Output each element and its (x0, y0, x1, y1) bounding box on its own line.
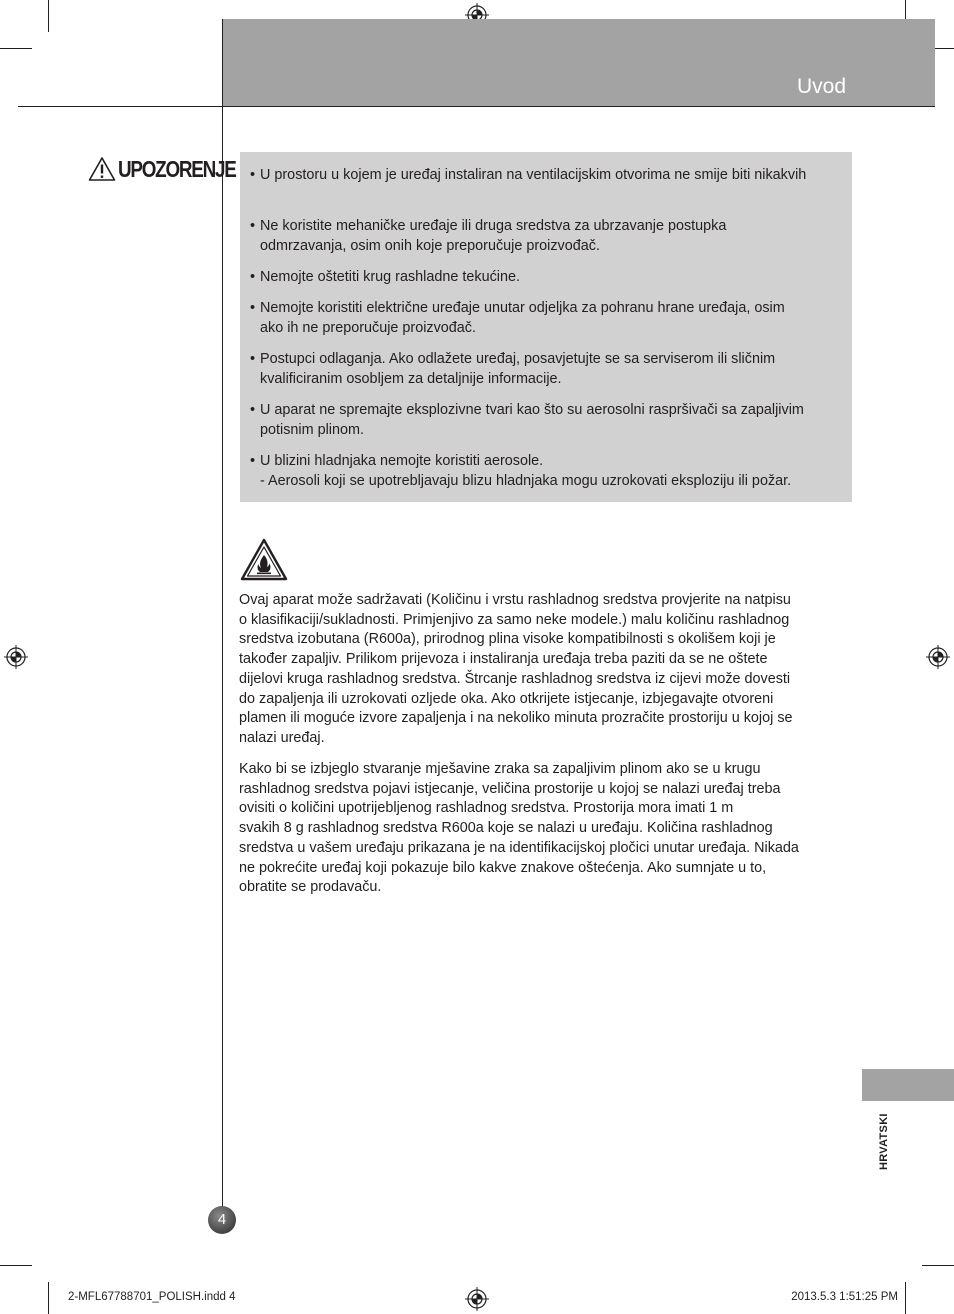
crop-mark (922, 1265, 954, 1266)
crop-mark (48, 1282, 49, 1314)
registration-mark-icon (4, 645, 28, 669)
warning-heading (88, 152, 261, 186)
warning-box (240, 152, 852, 502)
flammable-warning-icon (240, 538, 288, 582)
refrigerant-paragraph: Ovaj aparat može sadržavati (Količinu i vrstu rashladnog sredstva provjerite na natpisu o klasifikaciji/sukladnosti. Primjenjivo za samo neke modele.) malu količinu rashladnog sredstva izobutana (R600a), prirodnog plina visoke kompatibilnosti s okolišem koji je također zapaljiv. Prilikom prijevoza i instaliranja uređaja treba paziti da se ne oštete dijelovi kruga rashladnog sredstva. Štrcanje rashladnog sredstva iz cijevi može dovesti do zapaljenja ili uzrokovati ozljede oka. Ako otkrijete istjecanje, izbjegavajte otvoreni plamen ili moguće izvore zapaljenja i na nekoliko minuta prozračite prostoriju u kojoj se nalazi uređaj. (239, 592, 793, 746)
warning-item: • U prostoru u kojem je uređaj instaliran na ventilacijskim otvorima ne smije biti nikakvih (250, 167, 807, 183)
warning-item: • U aparat ne spremajte eksplozivne tvari kao što su aerosolni raspršivači sa zapaljivim potisnim plinom. (250, 402, 804, 438)
warning-item: • Ne koristite mehaničke uređaje ili druga sredstva za ubrzavanje postupka odmrzavanja, osim onih koje preporučuje proizvođač. (250, 218, 727, 254)
room-size-paragraph: Kako bi se izbjeglo stvaranje mješavine zraka sa zapaljivim plinom ako se u krugu rashladnog sredstva pojavi istjecanje, veličina prostorije u kojoj se nalazi uređaj treba ovisiti o količini upotrijebljenog rashladnog sredstva. Prostorija mora imati 1 m svakih 8 g rashladnog sredstva R600a koje se nalazi u uređaju. Količina rashladnog sredstva u vašem uređaju prikazana je na identifikacijskoj pločici unutar uređaja. Nikada ne pokrećite uređaj koji pokazuje bilo kakve znakove oštećenja. Ako sumnjate u to, obratite se prodavaču. (239, 761, 799, 896)
crop-mark (0, 1265, 32, 1266)
warning-item: • Nemojte oštetiti krug rashladne tekućine. (250, 269, 520, 285)
section-title: Uvod (796, 75, 846, 98)
page-number: 4 (208, 1206, 236, 1234)
warning-item: • Postupci odlaganja. Ako odlažete uređaj, posavjetujte se sa serviserom ili sličnim kvalificiranim osobljem za detaljnije informacije. (250, 351, 776, 387)
crop-mark (0, 48, 32, 49)
warning-item: • Nemojte koristiti električne uređaje unutar odjeljka za pohranu hrane uređaja, osim ako ih ne preporučuje proizvođač. (250, 300, 785, 336)
crop-mark (48, 0, 49, 32)
warning-heading-label: UPOZORENJE (118, 155, 236, 182)
header-divider (18, 106, 935, 107)
margin-rule (222, 19, 223, 1219)
warning-triangle-icon (88, 156, 116, 182)
footer-timestamp: 2013.5.3 1:51:25 PM (791, 1291, 898, 1303)
warning-item: • U blizini hladnjaka nemojte koristiti aerosole. - Aerosoli koji se upotrebljavaju blizu hladnjaka mogu uzrokovati eksploziju ili požar. (250, 453, 792, 489)
language-tab (862, 1069, 954, 1101)
registration-mark-icon (465, 1287, 489, 1311)
footer-filename: 2-MFL67788701_POLISH.indd 4 (68, 1291, 236, 1303)
language-label: HRVATSKI (878, 1113, 890, 1171)
registration-mark-icon (926, 645, 950, 669)
crop-mark (905, 1282, 906, 1314)
